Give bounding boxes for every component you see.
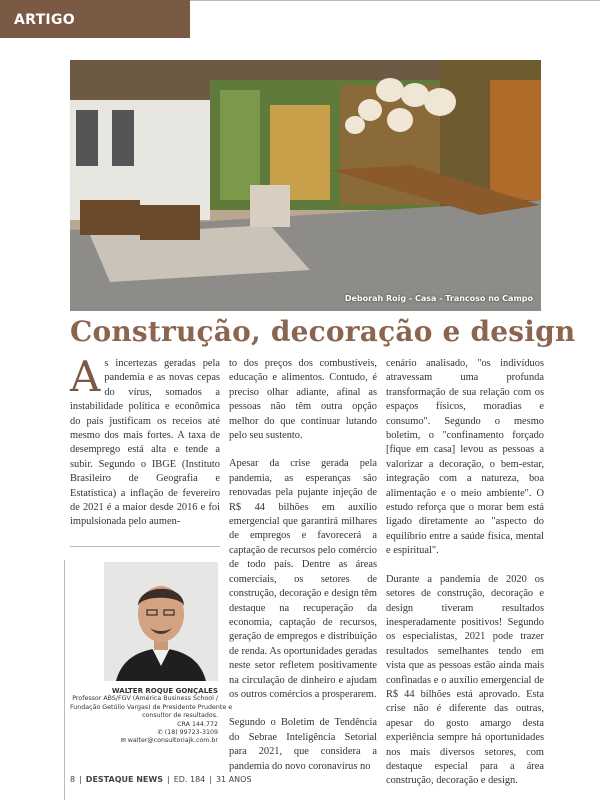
- article-title: Construção, decoração e design: [70, 315, 576, 348]
- author-cra: CRA 144.772: [177, 720, 218, 728]
- publication-name: DESTAQUE NEWS: [85, 775, 163, 784]
- paragraph: Durante a pandemia de 2020 os setores de construção, decoração e design tiveram resultados inesperadamente positivos! Segundo os especialistas, 2021 pode trazer resultados semelhantes tendo em vista que as pessoas estão ainda mais confinadas e o auxílio emergencial de R$ 44 bilhões está aprovado. Esta crise não é diferente das outras, apesar do gosto amargo desta experiência sempre há oportunidades nos mais diversos setores, com destaque especial para a área construção, decoração e design.: [386, 573, 544, 787]
- page-number: 8: [70, 775, 76, 784]
- author-name: WALTER ROQUE GONÇALES: [111, 687, 218, 695]
- anniversary: 31 ANOS: [215, 775, 252, 784]
- hero-photo: [70, 60, 541, 311]
- author-info: [70, 687, 233, 746]
- margin-rule: [64, 560, 65, 800]
- edition-number: ED. 184: [173, 775, 206, 784]
- author-email[interactable]: ✉ walter@consultoriajk.com.br: [120, 737, 218, 745]
- paragraph: cenário analisado, "os indivíduos atravessam uma profunda transformação de sua relação com os espaços físicos, moradias e consumo". Segundo o mesmo boletim, o "confinamento forçado [fique em casa] levou as pessoas a valorizar a decoração, o bem-estar, integração com a natureza, boa alimentação e o meio ambiente". O estudo reforça que o morar bem está ligado diretamente ao "aspecto do equilíbrio entre a saúde física, mental e espiritual".: [386, 358, 544, 557]
- author-role: Fundação Getúlio Vargas) de Presidente Prudente e: [70, 703, 233, 711]
- article-column-1: [70, 352, 220, 544]
- drop-cap: A: [70, 352, 101, 401]
- author-role: consultor de resultados.: [142, 712, 218, 720]
- header-rule: [190, 0, 600, 1]
- author-role: Professor ABS/FGV (América Business School /: [72, 695, 218, 703]
- page-footer: 8 | DESTAQUE NEWS | ED. 184 | 31 ANOS: [70, 775, 252, 784]
- column-divider: [70, 546, 220, 547]
- section-label: ARTIGO: [0, 0, 190, 38]
- article-column-3: [386, 357, 544, 803]
- paragraph: Segundo o Boletim de Tendência do Sebrae Inteligência Setorial para 2021, que considera a pandemia do novo coronavírus no: [229, 717, 377, 772]
- author-phone[interactable]: ✆ (18) 99723-3109: [157, 729, 218, 737]
- photo-caption: Deborah Roig - Casa - Trancoso no Campo: [344, 294, 533, 303]
- paragraph: Apesar da crise gerada pela pandemia, as esperanças são renovadas pela pujante injeção de R$ 44 bilhões em auxílio emergencial que garantirá milhares de empregos e favorecerá a captação de recursos pelo comércio de todo país. Dentre as áreas comerciais, os setores de construção, decoração e design têm destaque na recuperação da economia, captação de recursos, geração de empregos e distribuição de renda. As oportunidades geradas neste setor refletem positivamente na circulação de dinheiro e ajudam os outros comércios a prosperarem.: [229, 458, 377, 700]
- interior-illustration: [70, 60, 541, 311]
- paragraph: s incertezas geradas pela pandemia e as novas cepas do vírus, somados a instabilidade política e econômica do país justificam os receios até mesmo dos mais fortes. A taxa de desemprego está alta e tende a subir. Segundo o IBGE (Instituto Brasileiro de Geografia e Estatística) a inflação de fevereiro de 2021 é a maior desde 2016 e foi impulsionada pelo aumen-: [70, 358, 220, 528]
- paragraph: to dos preços dos combustíveis, educação e alimentos. Contudo, é preciso olhar adiante, afinal as pessoas não têm outra opção melhor do que continuar lutando pelo seu sustento.: [229, 358, 377, 442]
- article-column-2: [229, 357, 377, 788]
- author-photo: [104, 562, 218, 681]
